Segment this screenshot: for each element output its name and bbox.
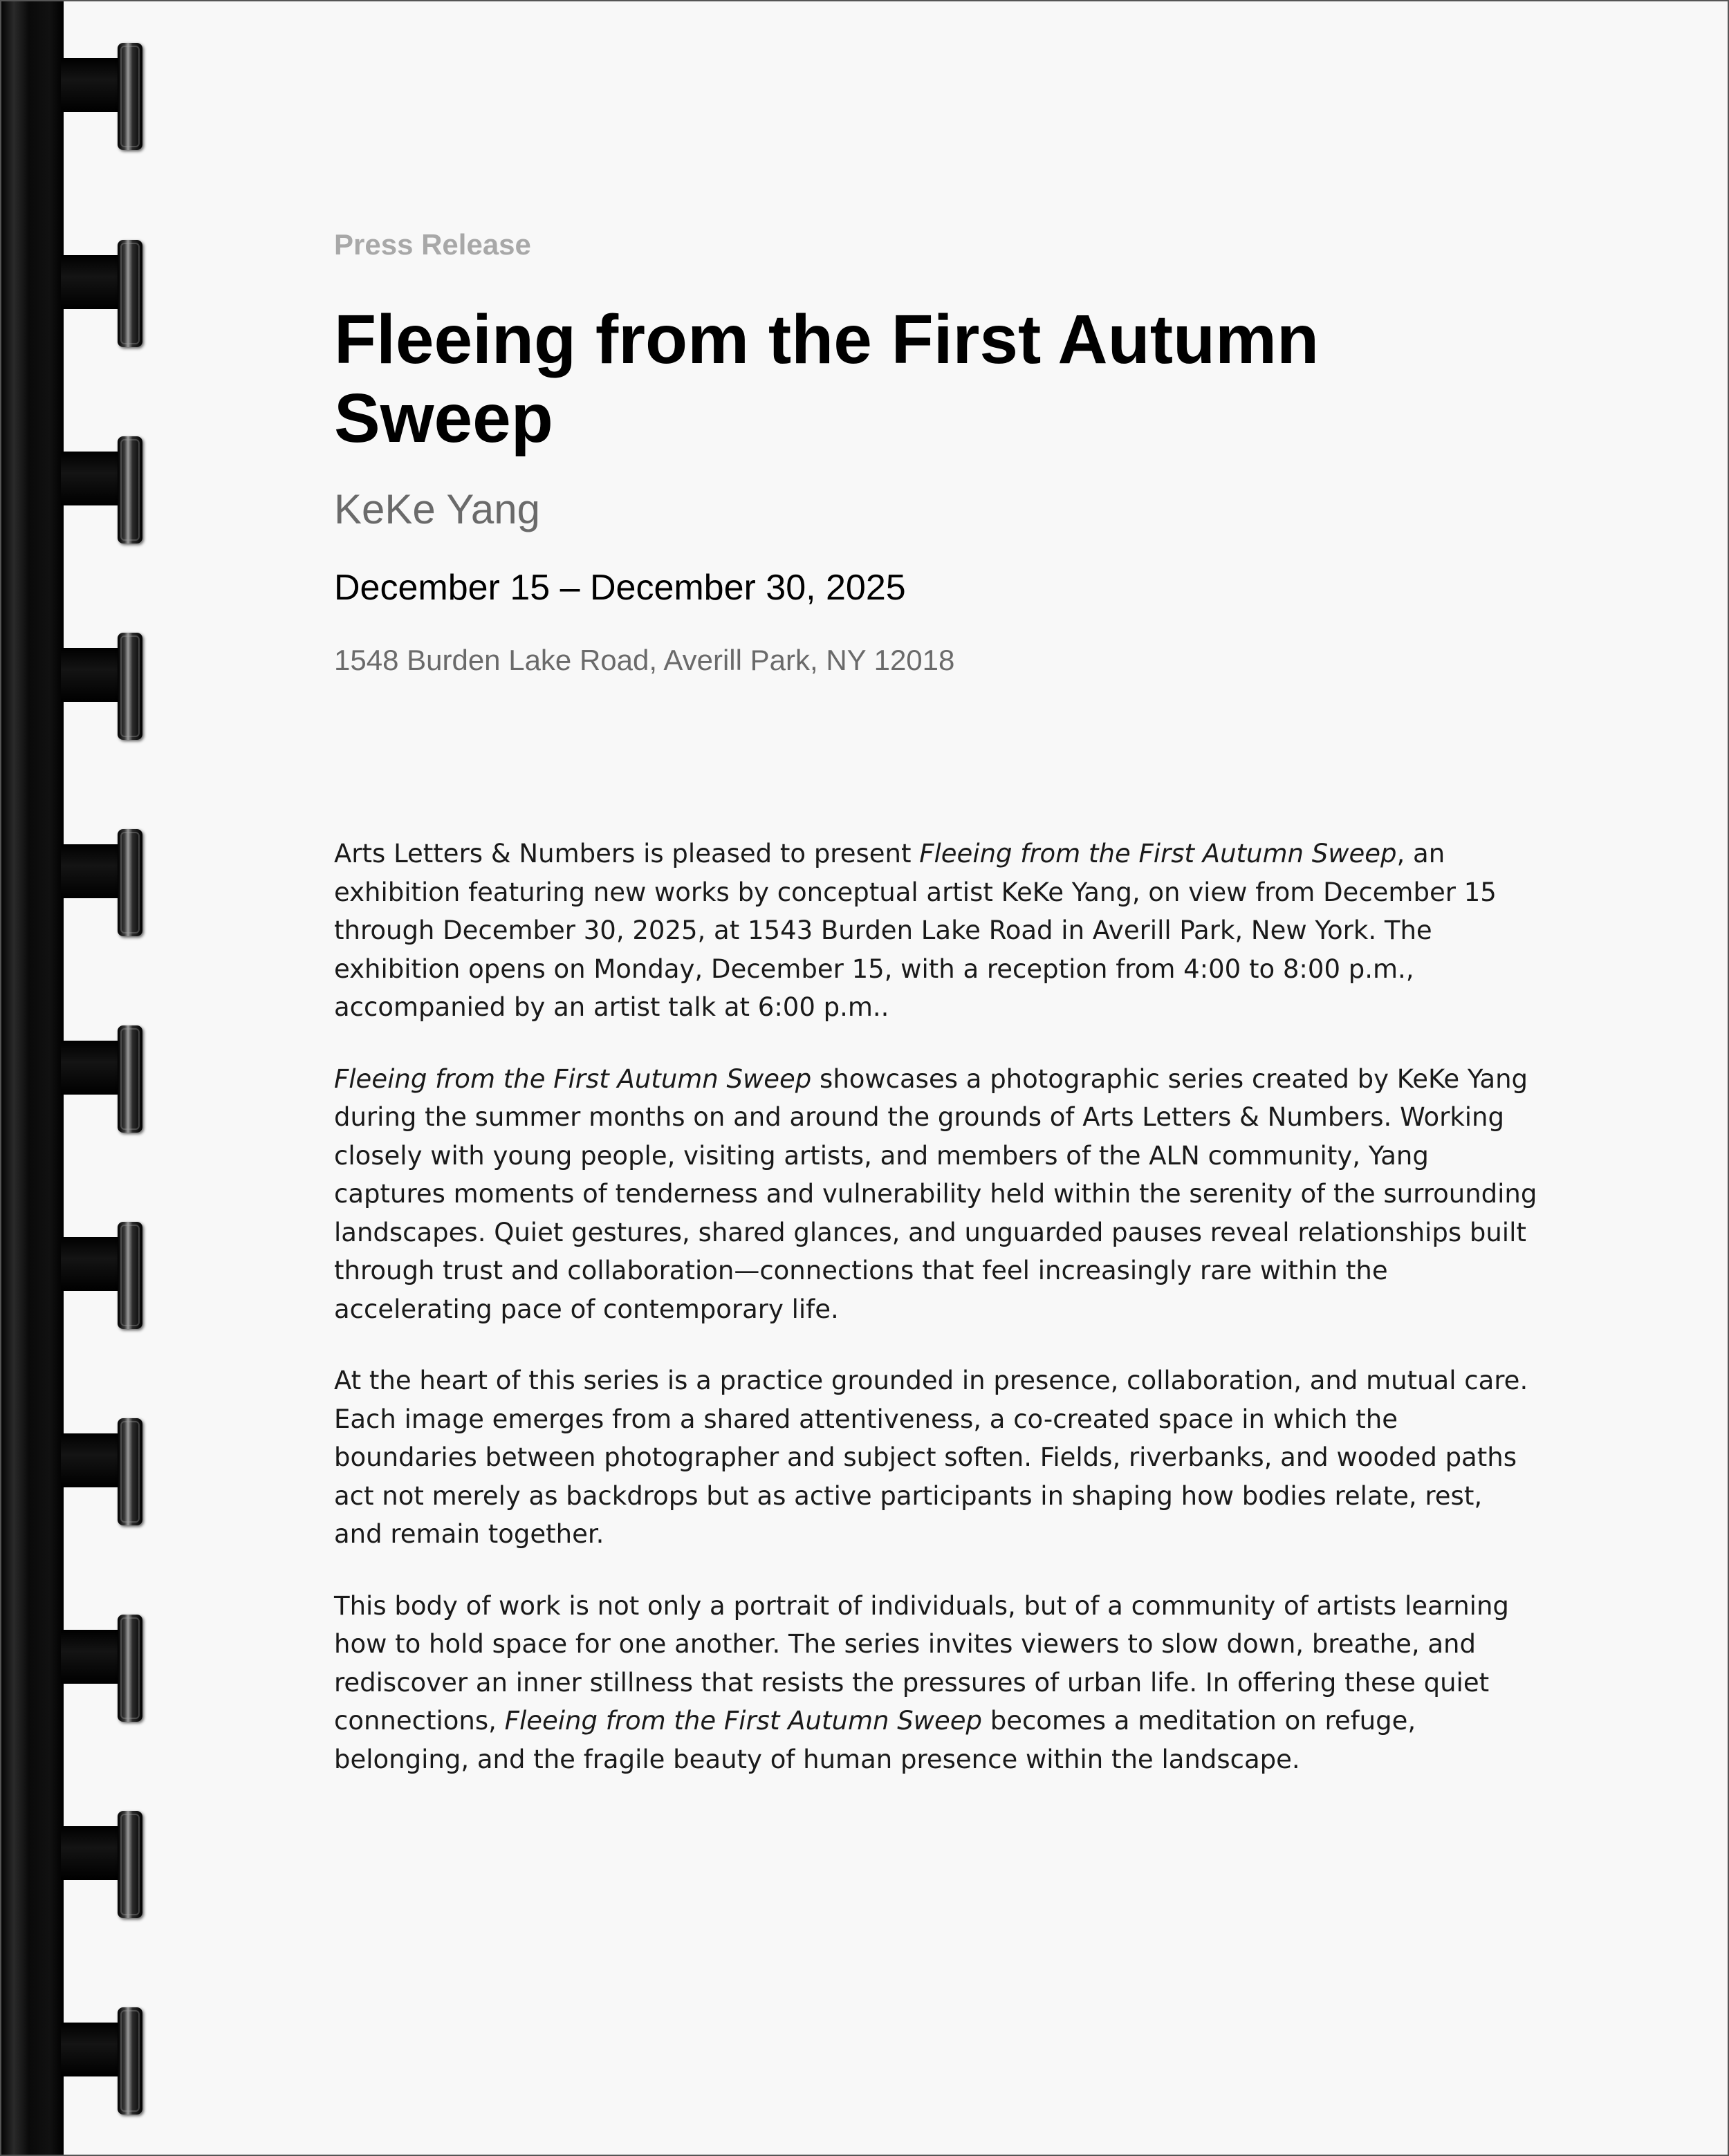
exhibition-title: Fleeing from the First Autumn Sweep	[334, 301, 1320, 457]
binding-ring	[61, 2007, 151, 2079]
binding-ring	[61, 240, 151, 312]
binding-ring	[61, 436, 151, 508]
body-paragraph: This body of work is not only a portrait of individuals, but of a community of artists learning how to hold space for one another. The series invites viewers to slow down, breathe, and rediscover an inner stillness that resists the pressures of urban life. In offering these quiet connections, Fleeing from the First Autumn Sweep becomes a meditation on refuge, belonging, and the fragile beauty of human presence within the landscape.	[334, 1590, 1509, 1774]
exhibition-title-reference: Fleeing from the First Autumn Sweep	[334, 1063, 812, 1094]
exhibition-dates: December 15 – December 30, 2025	[334, 568, 906, 608]
binding-ring	[61, 1418, 151, 1490]
binding-ring	[61, 1811, 151, 1883]
exhibition-title-reference: Fleeing from the First Autumn Sweep	[504, 1706, 982, 1736]
body-paragraph: At the heart of this series is a practice grounded in presence, collaboration, and mutual care. Each image emerges from a shared attentiveness, a co-created space in which the boundaries between photographer and subject soften. Fields, riverbanks, and wooded paths act not merely as backdrops but as active participants in shaping how bodies relate, rest, and remain together.	[334, 1366, 1528, 1549]
binding-ring	[61, 633, 151, 705]
exhibition-title-reference: Fleeing from the First Autumn Sweep	[919, 839, 1397, 868]
binding-spine	[1, 1, 64, 2155]
exhibition-address: 1548 Burden Lake Road, Averill Park, NY 12018	[334, 644, 955, 676]
artist-name: KeKe Yang	[334, 486, 541, 532]
document-type-label: Press Release	[334, 228, 531, 261]
body-paragraph: Arts Letters & Numbers is pleased to present Fleeing from the First Autumn Sweep, an exhibition featuring new works by conceptual artist KeKe Yang, on view from December 15 through December 30, 2025, at 1543 Burden Lake Road in Averill Park, New York. The exhibition opens on Monday, December 15, with a reception from 4:00 to 8:00 p.m., accompanied by an artist talk at 6:00 p.m..	[334, 839, 1497, 1022]
press-release-body	[334, 835, 1537, 1812]
binding-ring	[61, 1222, 151, 1294]
binding-ring	[61, 43, 151, 115]
binding-ring	[61, 1615, 151, 1686]
binding-ring	[61, 829, 151, 901]
binding-ring	[61, 1025, 151, 1097]
body-paragraph: Fleeing from the First Autumn Sweep showcases a photographic series created by KeKe Yang during the summer months on and around the grounds of Arts Letters & Numbers. Working closely with young people, visiting artists, and members of the ALN community, Yang captures moments of tenderness and vulnerability held within the serenity of the surrounding landscapes. Quiet gestures, shared glances, and unguarded pauses reveal relationships built through trust and collaboration—connections that feel increasingly rare within the accelerating pace of contemporary life.	[334, 1063, 1537, 1324]
